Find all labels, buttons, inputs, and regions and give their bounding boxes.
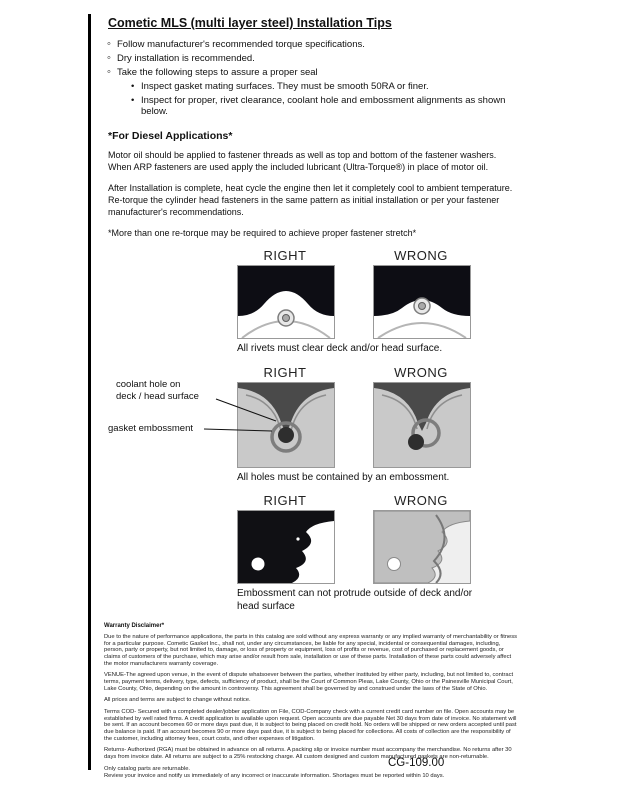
legal-paragraph: All prices and terms are subject to change without notice.	[104, 697, 251, 704]
sub-tip-text: Inspect for proper, rivet clearance, coolant hole and embossment alignments as shown below.	[141, 95, 506, 117]
rivet-wrong-diagram	[373, 265, 471, 339]
protrusion-diagram-block	[104, 493, 528, 613]
coolant-wrong-diagram	[373, 382, 471, 468]
tip-item	[107, 53, 528, 64]
diesel-paragraph-2: After Installation is complete, heat cycle the engine then let it completely cool to ambient temperature. Re-torque the cylinder head fasteners in the same pattern as initial installation or per your fastener manufacturer's recommendations.	[108, 183, 513, 217]
embossment-caption: All holes must be contained by an embossment.	[237, 471, 450, 483]
rivet-diagram-row	[237, 248, 528, 339]
wrong-label: WRONG	[394, 364, 448, 380]
gasket-embossment-callout: gasket embossment	[108, 422, 194, 434]
protrusion-wrong-diagram	[373, 510, 471, 584]
rivet-diagram-block	[104, 248, 528, 356]
wrong-column	[373, 248, 469, 339]
page-code: CG-109.00	[388, 757, 445, 769]
legal-paragraph: VENUE-The agreed upon venue, in the event of dispute whatsoever between the parties, whether instituted by either party, including, but not limited to, contract terms, payment terms, delivery, type, defects, sufficiency of product, shall be the Court of Common Pleas, Lake County, Ohio or the Painesville Municipal Court, Lake County, Ohio, depending on the amount in controversy. This agreement shall be governed by and construed under the laws of the State of Ohio.	[104, 672, 514, 692]
coolant-right-diagram	[237, 382, 335, 468]
coolant-hole-callout-line1: coolant hole on	[116, 378, 181, 390]
wrong-column	[373, 493, 469, 584]
protrusion-caption: Embossment can not protrude outside of deck and/or head surface	[237, 588, 473, 612]
tip-item	[107, 39, 528, 50]
diesel-paragraph-1: Motor oil should be applied to fastener threads as well as top and bottom of the fastener washers. When ARP fasteners are used apply the included lubricant (Ultra-Torque®) in place of motor oil.	[108, 150, 497, 172]
right-column	[237, 493, 333, 584]
warranty-disclaimer-heading: Warranty Disclaimer*	[104, 623, 165, 630]
page-title: Cometic MLS (multi layer steel) Installation Tips	[108, 16, 392, 30]
content	[104, 16, 528, 785]
left-margin-rule	[88, 14, 91, 770]
right-label: RIGHT	[263, 248, 307, 264]
wrong-label: WRONG	[394, 248, 448, 264]
rivet-right-diagram	[237, 265, 335, 339]
right-label: RIGHT	[263, 493, 307, 509]
tips-list	[104, 39, 528, 117]
legal-section	[104, 623, 518, 780]
tip-item	[107, 67, 528, 117]
retorque-note: *More than one re-torque may be required to achieve proper fastener stretch*	[108, 228, 417, 239]
legal-paragraph: Review your invoice and notify us immediately of any incorrect or inaccurate information. Shortages must be reported within 10 days.	[104, 773, 445, 780]
coolant-hole-callout	[116, 379, 220, 403]
coolant-diagram-block	[104, 365, 528, 485]
coolant-hole-callout-line2: deck / head surface	[116, 390, 199, 402]
tip-text: Follow manufacturer's recommended torque specifications.	[117, 39, 365, 50]
legal-paragraph: Only catalog parts are returnable.	[104, 765, 191, 772]
diagrams-section	[104, 248, 528, 613]
legal-paragraph: Due to the nature of performance applications, the parts in this catalog are sold without any express warranty or any implied warranty of merchantability or fitness for a particular purpose. Cometic Gasket Inc., shall not, under any circumstances, be liable for any special, incidental or consequential damages, including, person, party or property, but not limited to, damage, or loss of property or equipment, loss of profits or revenue, cost of purchased or replacement goods, or claims of customers of the purchase, which may arise and/or result from sale, installation or use of these parts. Installation of these parts could adversely affect the motor manufacturers warranty coverage.	[104, 634, 518, 667]
diesel-applications-heading: *For Diesel Applications*	[108, 130, 233, 142]
legal-paragraph: Returns- Authorized (RGA) must be obtained in advance on all returns. A packing slip or invoice number must accompany the merchandise. No returns after 30 days from invoice date. All returns are subject to a 25% restocking charge. All custom designed and custom manufactured gaskets are non-returnable.	[104, 747, 512, 760]
sub-tips-list	[117, 81, 528, 117]
sub-tip-text: Inspect gasket mating surfaces. They must be smooth 50RA or finer.	[141, 81, 429, 92]
right-column	[237, 248, 333, 339]
wrong-column	[373, 365, 469, 468]
coolant-diagram-row	[237, 365, 528, 468]
protrusion-diagram-row	[237, 493, 528, 584]
legal-paragraph: Terms COD- Secured with a completed dealer/jobber application on File, COD-Company check with a current credit card number on file. Open accounts may be established by well rated firms. A credit application is available upon request. Open accounts are due payable Net 30 days from date of invoice. No statement will be sent. If an account becomes 60 or more days past due, it is subject to being placed on credit hold. No orders will be shipped or new orders accepted until past due balance is paid. If an account becomes 90 or more days past due, it is subject to being placed for collections. All costs of collection are the responsibility of the customer, including attorney fees, court costs, and other expenses of litigation.	[104, 709, 517, 742]
right-label: RIGHT	[263, 364, 307, 380]
tip-text: Take the following steps to assure a proper seal	[117, 67, 318, 78]
right-column	[237, 365, 333, 468]
rivet-caption: All rivets must clear deck and/or head surface.	[237, 343, 443, 355]
sub-tip-item	[131, 81, 528, 92]
sub-tip-item	[131, 95, 528, 117]
tip-text: Dry installation is recommended.	[117, 53, 255, 64]
wrong-label: WRONG	[394, 493, 448, 509]
protrusion-right-diagram	[237, 510, 335, 584]
